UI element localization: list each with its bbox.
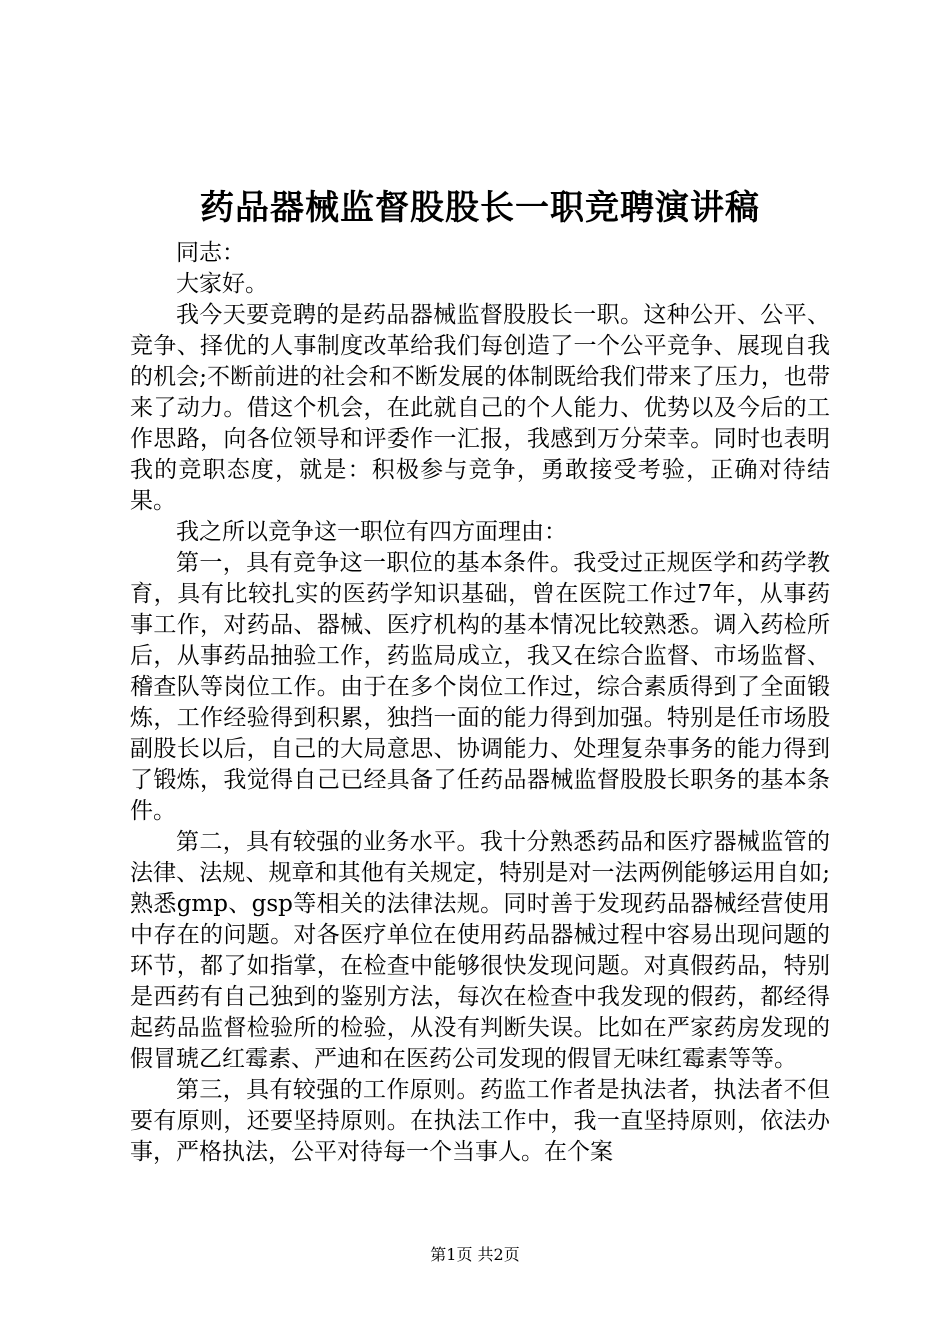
page-number: 第1页 共2页 (430, 1245, 520, 1264)
document-title: 药品器械监督股股长一职竞聘演讲稿 (200, 188, 760, 228)
salutation: 同志： (176, 240, 245, 266)
document-body (130, 238, 830, 1168)
body-paragraph: 我今天要竞聘的是药品器械监督股股长一职。这种公开、公平、竞争、择优的人事制度改革给我们每创造了一个公平竞争、展现自我的机会;不断前进的社会和不断发展的体制既给我们带来了压力，也带来了动力。借这个机会，在此就自己的个人能力、优势以及今后的工作思路，向各位领导和评委作一汇报，我感到万分荣幸。同时也表明我的竞职态度，就是：积极参与竞争，勇敢接受考验，正确对待结果。 (130, 302, 830, 514)
body-paragraph: 第一，具有竞争这一职位的基本条件。我受过正规医学和药学教育，具有比较扎实的医药学知识基础，曾在医院工作过7年，从事药事工作，对药品、器械、医疗机构的基本情况比较熟悉。调入药检所后，从事药品抽验工作，药监局成立，我又在综合监督、市场监督、稽查队等岗位工作。由于在多个岗位工作过，综合素质得到了全面锻炼，工作经验得到积累，独挡一面的能力得到加强。特别是任市场股副股长以后，自己的大局意思、协调能力、处理复杂事务的能力得到了锻炼，我觉得自己已经具备了任药品器械监督股股长职务的基本条件。 (130, 550, 830, 824)
body-paragraph: 我之所以竞争这一职位有四方面理由： (176, 519, 567, 545)
body-paragraph: 第三，具有较强的工作原则。药监工作者是执法者，执法者不但要有原则，还要坚持原则。在执法工作中，我一直坚持原则，依法办事，严格执法，公平对待每一个当事人。在个案 (130, 1077, 830, 1165)
greeting: 大家好。 (176, 271, 268, 297)
body-paragraph: 第二，具有较强的业务水平。我十分熟悉药品和医疗器械监管的法律、法规、规章和其他有关规定，特别是对一法两例能够运用自如;熟悉gmp、gsp等相关的法律法规。同时善于发现药品器械经营使用中存在的问题。对各医疗单位在使用药品器械过程中容易出现问题的环节，都了如指掌，在检查中能够很快发现问题。对真假药品，特别是西药有自己独到的鉴别方法，每次在检查中我发现的假药，都经得起药品监督检验所的检验，从没有判断失误。比如在严家药房发现的假冒琥乙红霉素、严迪和在医药公司发现的假冒无味红霉素等等。 (130, 829, 830, 1072)
